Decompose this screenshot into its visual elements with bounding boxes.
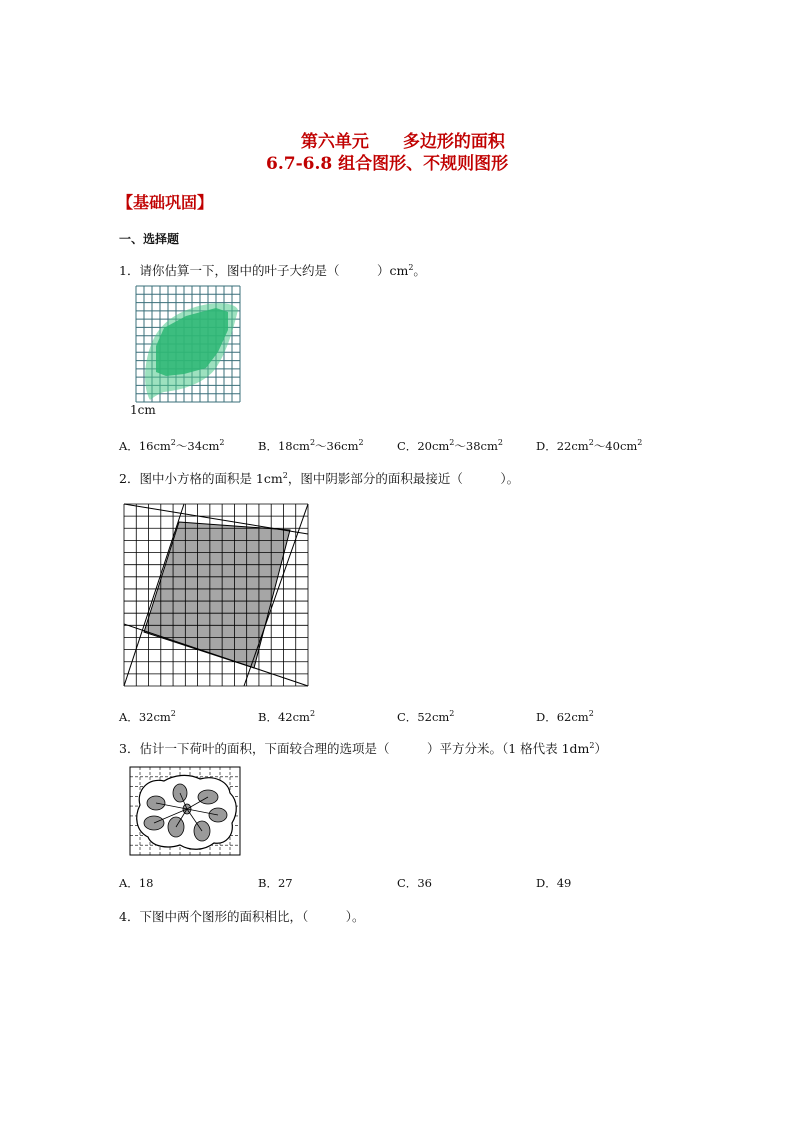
- q3-option-a[interactable]: A．18: [119, 876, 154, 890]
- lotus-leaf-figure: [130, 767, 240, 855]
- q2-option-d[interactable]: D．$62cm^2$: [536, 709, 594, 724]
- q1-option-c[interactable]: C．$20cm^2\sim 38cm^2$: [397, 438, 503, 453]
- q2-option-c[interactable]: C．$52cm^2$: [397, 709, 455, 724]
- unit-title: [289, 107, 505, 152]
- q1-option-d[interactable]: D．$22cm^2\sim 40cm^2$: [536, 438, 643, 453]
- question-2-stem: 2．图中小方格的面积是 $1cm^2$，图中阴影部分的面积最接近（ ）。: [119, 471, 520, 486]
- question-1-stem: 1．请你估算一下，图中的叶子大约是（ ）$cm^2$。: [119, 263, 426, 278]
- q3-option-c[interactable]: C．36: [397, 876, 432, 890]
- lesson-subtitle: 6.7-6.8 组合图形、不规则图形: [266, 154, 509, 174]
- shaded-parallelogram: [144, 522, 290, 668]
- unit-label: 第六单元: [300, 132, 369, 152]
- leaf-grid-figure: [136, 286, 240, 402]
- question-4-stem: 4．下图中两个图形的面积相比，（ ）。: [119, 909, 365, 924]
- q2-option-a[interactable]: A．$32cm^2$: [119, 709, 176, 724]
- section-header: 【基础巩固】: [117, 193, 214, 212]
- scale-label: 1cm: [130, 403, 156, 417]
- q3-option-d[interactable]: D．49: [536, 876, 572, 890]
- part-heading: 一、选择题: [119, 232, 180, 246]
- q1-option-b[interactable]: B．$18cm^2\sim 36cm^2$: [258, 438, 364, 453]
- q2-option-b[interactable]: B．$42cm^2$: [258, 709, 316, 724]
- question-3-stem: 3．估计一下荷叶的面积，下面较合理的选项是（ ）平方分米。（1 格代表 $1dm^2$）: [119, 741, 608, 756]
- shaded-grid-figure: [124, 504, 308, 686]
- q1-option-a[interactable]: A．$16cm^2\sim 34cm^2$: [119, 438, 225, 453]
- topic-label: 多边形的面积: [402, 132, 505, 152]
- q3-option-b[interactable]: B．27: [258, 876, 293, 890]
